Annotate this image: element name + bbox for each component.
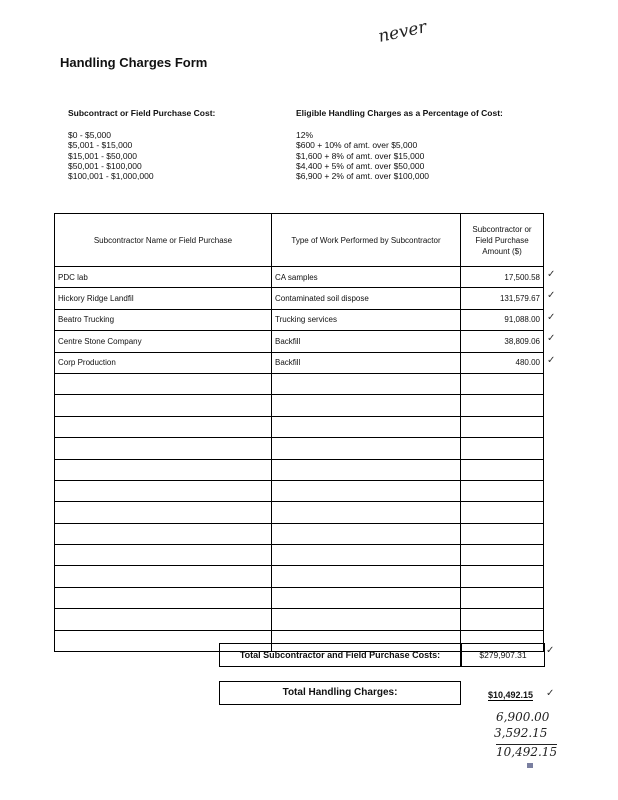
cell-empty xyxy=(55,566,272,587)
cell-empty xyxy=(461,545,544,566)
tier-range: $5,001 - $15,000 xyxy=(68,140,133,151)
cell-empty xyxy=(55,545,272,566)
cell-empty xyxy=(461,395,544,416)
table-row-empty xyxy=(55,566,544,587)
cell-empty xyxy=(55,523,272,544)
cell-name: Corp Production xyxy=(55,352,272,373)
cell-empty xyxy=(55,395,272,416)
cell-work: Trucking services xyxy=(272,309,461,330)
tier-charges xyxy=(296,130,429,181)
handwritten-calc-line: 3,592.15 xyxy=(494,726,548,740)
scan-mark xyxy=(527,763,533,768)
cell-work: Backfill xyxy=(272,331,461,352)
cell-work: Contaminated soil dispose xyxy=(272,288,461,309)
table-row-empty xyxy=(55,438,544,459)
cell-name: Beatro Trucking xyxy=(55,309,272,330)
cell-empty xyxy=(55,502,272,523)
total-handling-value: $10,492.15 xyxy=(488,690,534,700)
row-check-mark: ✓ xyxy=(547,355,556,366)
cell-empty xyxy=(461,480,544,501)
cell-empty xyxy=(272,523,461,544)
table-row-empty xyxy=(55,545,544,566)
total-cost-label: Total Subcontractor and Field Purchase Costs: xyxy=(219,643,461,667)
cell-empty xyxy=(461,566,544,587)
tier-charge: $6,900 + 2% of amt. over $100,000 xyxy=(296,171,430,182)
tier-range: $0 - $5,000 xyxy=(68,130,112,140)
tier-range: $15,001 - $50,000 xyxy=(68,150,138,161)
cell-amount: 480.00 xyxy=(461,352,544,373)
cell-empty xyxy=(461,373,544,394)
cell-amount: 38,809.06 xyxy=(461,331,544,352)
tier-range: $100,001 - $1,000,000 xyxy=(68,171,154,182)
cell-empty xyxy=(461,609,544,630)
total-cost-value: $279,907.31 xyxy=(461,643,545,667)
cell-empty xyxy=(55,609,272,630)
cell-empty xyxy=(55,480,272,501)
cell-amount: 17,500.58 xyxy=(461,267,544,288)
cell-empty xyxy=(461,523,544,544)
tier-charge: 12% xyxy=(296,130,314,140)
table-header-row xyxy=(55,214,544,267)
table-row-empty xyxy=(55,523,544,544)
cell-empty xyxy=(272,480,461,501)
table-row xyxy=(55,352,544,373)
handwritten-calc-line: 6,900.00 xyxy=(496,710,550,724)
cell-empty xyxy=(272,395,461,416)
page-title: Handling Charges Form xyxy=(60,55,208,70)
total-cost-check: ✓ xyxy=(546,645,555,656)
cell-name: PDC lab xyxy=(55,267,272,288)
table-row-empty xyxy=(55,480,544,501)
cell-work: Backfill xyxy=(272,352,461,373)
total-handling-label: Total Handling Charges: xyxy=(219,681,461,705)
row-check-mark: ✓ xyxy=(547,269,556,280)
row-check-mark: ✓ xyxy=(547,290,556,301)
tier-charge: $600 + 10% of amt. over $5,000 xyxy=(296,140,418,151)
table-row-empty xyxy=(55,502,544,523)
cell-empty xyxy=(55,459,272,480)
table-row xyxy=(55,288,544,309)
cell-empty xyxy=(272,416,461,437)
handwritten-calc-line: 10,492.15 xyxy=(496,745,558,759)
column-header-amount: Subcontractor or Field Purchase Amount ($) xyxy=(461,214,544,267)
tier-range: $50,001 - $100,000 xyxy=(68,160,142,171)
cell-empty xyxy=(461,459,544,480)
table-row-empty xyxy=(55,609,544,630)
cell-empty xyxy=(461,438,544,459)
cell-empty xyxy=(272,566,461,587)
table-row-empty xyxy=(55,587,544,608)
cell-amount: 91,088.00 xyxy=(461,309,544,330)
cell-empty xyxy=(272,545,461,566)
cell-empty xyxy=(55,373,272,394)
table-row-empty xyxy=(55,395,544,416)
cell-empty xyxy=(272,587,461,608)
tier-ranges xyxy=(68,130,154,181)
cell-empty xyxy=(55,438,272,459)
table-row-empty xyxy=(55,373,544,394)
total-handling-check: ✓ xyxy=(546,688,555,699)
tier-charge: $1,600 + 8% of amt. over $15,000 xyxy=(296,150,425,161)
cell-empty xyxy=(272,438,461,459)
table-row xyxy=(55,309,544,330)
cell-empty xyxy=(55,587,272,608)
cell-name: Hickory Ridge Landfil xyxy=(55,288,272,309)
cell-empty xyxy=(461,502,544,523)
column-header-work: Type of Work Performed by Subcontractor xyxy=(272,214,461,267)
cell-empty xyxy=(55,416,272,437)
cell-empty xyxy=(461,587,544,608)
cell-name: Centre Stone Company xyxy=(55,331,272,352)
table-row xyxy=(55,267,544,288)
table-row-empty xyxy=(55,416,544,437)
cell-work: CA samples xyxy=(272,267,461,288)
column-header-name: Subcontractor Name or Field Purchase xyxy=(55,214,272,267)
subcontractor-table xyxy=(54,213,544,652)
cost-heading: Subcontract or Field Purchase Cost: xyxy=(68,108,216,118)
table-row xyxy=(55,331,544,352)
cell-empty xyxy=(461,416,544,437)
row-check-mark: ✓ xyxy=(547,333,556,344)
cell-amount: 131,579.67 xyxy=(461,288,544,309)
cell-empty xyxy=(272,373,461,394)
tier-charge: $4,400 + 5% of amt. over $50,000 xyxy=(296,160,425,171)
handwritten-note: never xyxy=(376,17,429,47)
charge-heading: Eligible Handling Charges as a Percentage of Cost: xyxy=(296,108,503,118)
cell-empty xyxy=(272,459,461,480)
cell-empty xyxy=(272,609,461,630)
row-check-mark: ✓ xyxy=(547,312,556,323)
table-row-empty xyxy=(55,459,544,480)
cell-empty xyxy=(272,502,461,523)
